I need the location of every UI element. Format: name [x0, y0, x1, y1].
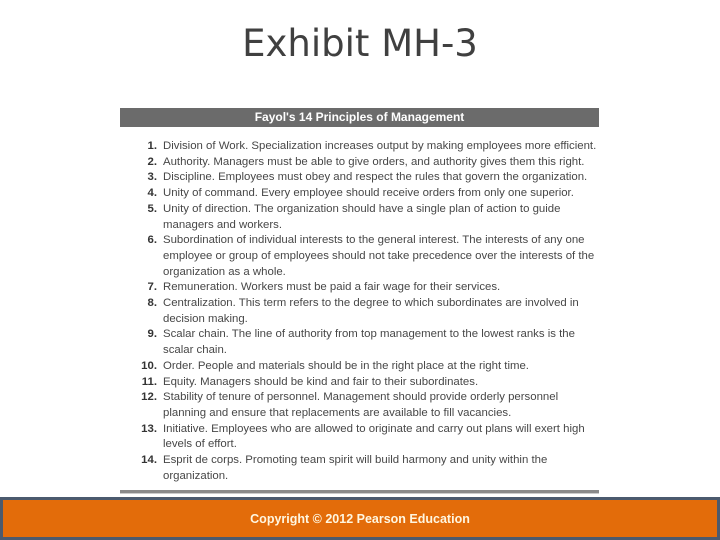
item-number: 10. [141, 359, 157, 372]
item-number: 5. [147, 202, 157, 215]
item-number: 13. [141, 422, 157, 435]
item-number: 11. [141, 375, 157, 388]
slide-title: Exhibit MH-3 [242, 22, 478, 65]
list-item [120, 296, 599, 327]
list-item [120, 359, 599, 375]
bottom-rule [120, 490, 599, 494]
item-number: 12. [141, 391, 157, 404]
list-item [120, 233, 599, 280]
item-number: 6. [147, 234, 157, 247]
item-number: 8. [147, 297, 157, 310]
list-item [120, 327, 599, 358]
principles-list [120, 127, 599, 484]
item-text: Discipline. Employees must obey and respect the rules that govern the organization. [163, 171, 588, 184]
item-text: Remuneration. Workers must be paid a fair wage for their services. [163, 281, 501, 294]
item-text: Unity of direction. The organization should have a single plan of action to guide managers and workers. [163, 202, 561, 231]
list-item [120, 139, 599, 155]
list-item [120, 280, 599, 296]
footer-bar [0, 497, 720, 540]
exhibit-header: Fayol's 14 Principles of Management [120, 108, 599, 127]
list-item [120, 155, 599, 171]
item-text: Authority. Managers must be able to give orders, and authority gives them this right. [163, 155, 585, 168]
item-text: Equity. Managers should be kind and fair to their subordinates. [163, 375, 479, 388]
item-number: 14. [141, 454, 157, 467]
list-item [120, 202, 599, 233]
item-text: Scalar chain. The line of authority from top management to the lowest ranks is the scalar chain. [163, 328, 575, 357]
item-number: 9. [147, 328, 157, 341]
item-text: Esprit de corps. Promoting team spirit will build harmony and unity within the organization. [163, 454, 548, 482]
item-text: Subordination of individual interests to the general interest. The interests of any one employee or group of employees should not take precedence over the interests of the organization as a whole. [163, 234, 595, 278]
item-text: Unity of command. Every employee should receive orders from only one superior. [163, 187, 574, 200]
list-item [120, 375, 599, 391]
list-item [120, 422, 599, 453]
item-text: Centralization. This term refers to the degree to which subordinates are involved in decision making. [163, 297, 579, 325]
item-text: Order. People and materials should be in the right place at the right time. [163, 359, 529, 372]
item-text: Division of Work. Specialization increases output by making employees more efficient. [163, 140, 597, 152]
item-number: 3. [147, 171, 157, 184]
item-text: Stability of tenure of personnel. Management should provide orderly personnel planning and ensure that replacements are available to fill vacancies. [163, 391, 559, 419]
list-item [120, 186, 599, 202]
copyright-text: Copyright © 2012 Pearson Education [250, 511, 470, 526]
item-text: Initiative. Employees who are allowed to originate and carry out plans will exert high levels of effort. [163, 422, 585, 451]
item-number: 7. [147, 281, 157, 294]
list-item [120, 390, 599, 421]
item-number: 4. [147, 187, 157, 200]
item-number: 2. [147, 155, 157, 168]
item-number: 1. [147, 140, 157, 152]
principles-exhibit [120, 108, 599, 494]
list-item [120, 170, 599, 186]
list-item [120, 453, 599, 484]
